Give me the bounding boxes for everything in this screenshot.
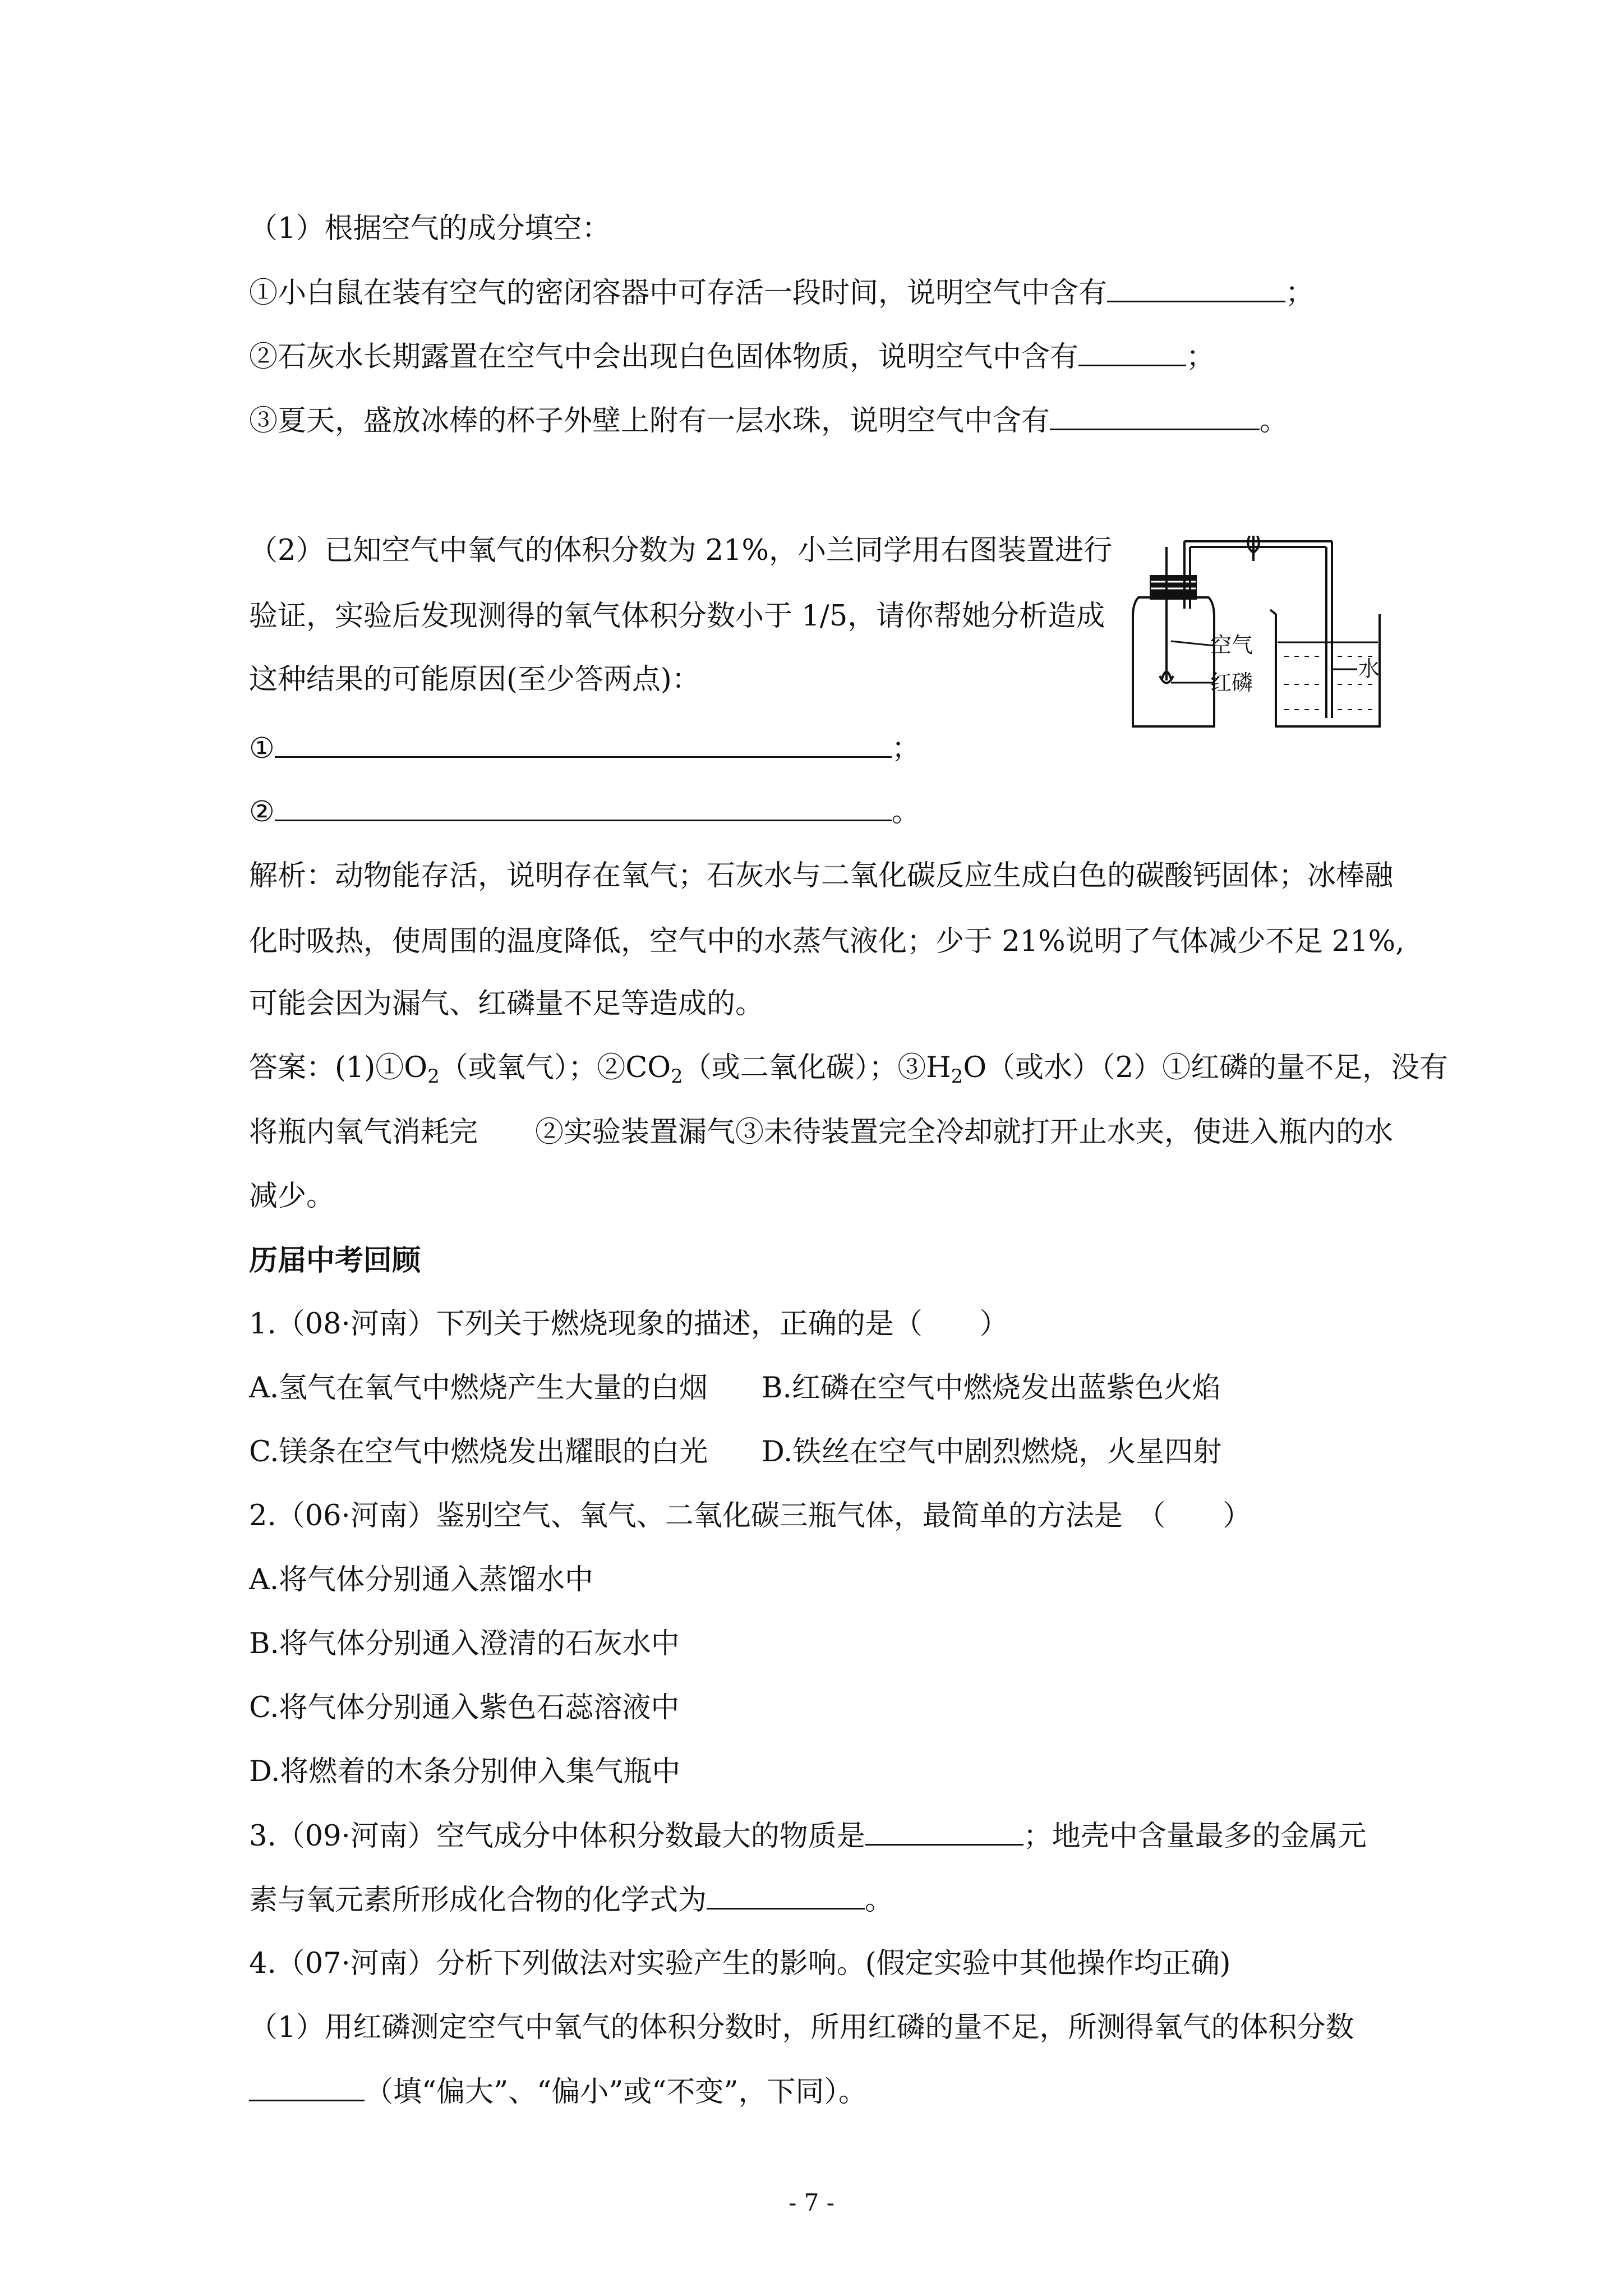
review-q4-1-line-2: （填“偏大”、“偏小”或“不变”，下同）。 <box>249 2074 867 2110</box>
analysis-line-3: 可能会因为漏气、红磷量不足等造成的。 <box>249 987 764 1020</box>
q1-item-3: ③夏天，盛放冰棒的杯子外壁上附有一层水珠，说明空气中含有 。 <box>249 403 1288 439</box>
answer-blank[interactable] <box>707 1882 865 1910</box>
q1-item-1: ①小白鼠在装有空气的密闭容器中可存活一段时间，说明空气中含有 ； <box>249 275 1314 311</box>
q2-blank-1: ① ； <box>249 730 920 767</box>
answer-blank[interactable] <box>275 794 892 821</box>
review-q2-option-d: D.将燃着的木条分别伸入集气瓶中 <box>249 1755 681 1788</box>
answer-line-2: 将瓶内氧气消耗完 ②实验装置漏气③未待装置完全冷却就打开止水夹，使进入瓶内的水 <box>249 1116 1394 1149</box>
review-q4-stem: 4.（07·河南）分析下列做法对实验产生的影响。(假定实验中其他操作均正确) <box>249 1947 1231 1980</box>
review-q1-stem: 1.（08·河南）下列关于燃烧现象的描述，正确的是（ ） <box>249 1308 1008 1341</box>
q2-line-1: （2）已知空气中氧气的体积分数为 21%，小兰同学用右图装置进行 <box>249 534 1113 567</box>
label-red-phosphorus: 红磷 <box>1210 670 1253 695</box>
answer-blank[interactable] <box>865 1818 1023 1846</box>
answer-blank[interactable] <box>1078 339 1186 366</box>
experiment-apparatus-figure <box>1116 536 1408 735</box>
review-q1-option-d: D.铁丝在空气中剧烈燃烧，火星四射 <box>762 1435 1222 1469</box>
review-q1-option-a: A.氢气在氧气中燃烧产生大量的白烟 <box>249 1372 708 1405</box>
q2-line-2: 验证，实验后发现测得的氧气体积分数小于 1/5，请你帮她分析造成 <box>249 600 1105 633</box>
review-q4-1-line-1: （1）用红磷测定空气中氧气的体积分数时，所用红磷的量不足，所测得氧气的体积分数 <box>249 2011 1354 2044</box>
section-title: 历届中考回顾 <box>249 1244 421 1277</box>
answer-blank[interactable] <box>249 2074 365 2101</box>
analysis-line-1: 解析：动物能存活，说明存在氧气；石灰水与二氧化碳反应生成白色的碳酸钙固体；冰棒融 <box>249 859 1394 892</box>
review-q1-option-c: C.镁条在空气中燃烧发出耀眼的白光 <box>249 1435 708 1469</box>
analysis-line-2: 化时吸热，使周围的温度降低，空气中的水蒸气液化；少于 21%说明了气体减少不足 21%, <box>249 925 1405 958</box>
label-air: 空气 <box>1210 633 1253 657</box>
answer-line-3: 减少。 <box>249 1180 335 1213</box>
review-q3-line-2: 素与氧元素所形成化合物的化学式为 。 <box>249 1882 893 1918</box>
answer-blank[interactable] <box>1107 275 1285 302</box>
answer-blank[interactable] <box>1050 403 1260 430</box>
review-q2-option-a: A.将气体分别通入蒸馏水中 <box>249 1563 594 1596</box>
review-q1-option-b: B.红磷在空气中燃烧发出蓝紫色火焰 <box>762 1372 1221 1405</box>
page-number: - 7 - <box>789 2189 834 2216</box>
q2-line-3: 这种结果的可能原因(至少答两点)： <box>249 663 700 696</box>
review-q2-stem: 2.（06·河南）鉴别空气、氧气、二氧化碳三瓶气体，最简单的方法是 （ ） <box>249 1499 1252 1533</box>
q1-heading: （1）根据空气的成分填空： <box>249 212 611 245</box>
answer-line-1: 答案：$(1)①O_2$（或氧气）；$②CO_2$（或二氧化碳）；$③H_2O$（或水）（2）①红磷的量不足，没有 <box>249 1051 1449 1088</box>
answer-blank[interactable] <box>275 730 892 758</box>
review-q3-line-1: 3.（09·河南）空气成分中体积分数最大的物质是 ；地壳中含量最多的金属元 <box>249 1818 1367 1855</box>
review-q2-option-c: C.将气体分别通入紫色石蕊溶液中 <box>249 1691 680 1724</box>
review-q2-option-b: B.将气体分别通入澄清的石灰水中 <box>249 1627 680 1660</box>
q2-blank-2: ② 。 <box>249 794 920 830</box>
q1-item-2: ②石灰水长期露置在空气中会出现白色固体物质，说明空气中含有 ； <box>249 339 1215 375</box>
label-water: 水 <box>1358 656 1380 681</box>
